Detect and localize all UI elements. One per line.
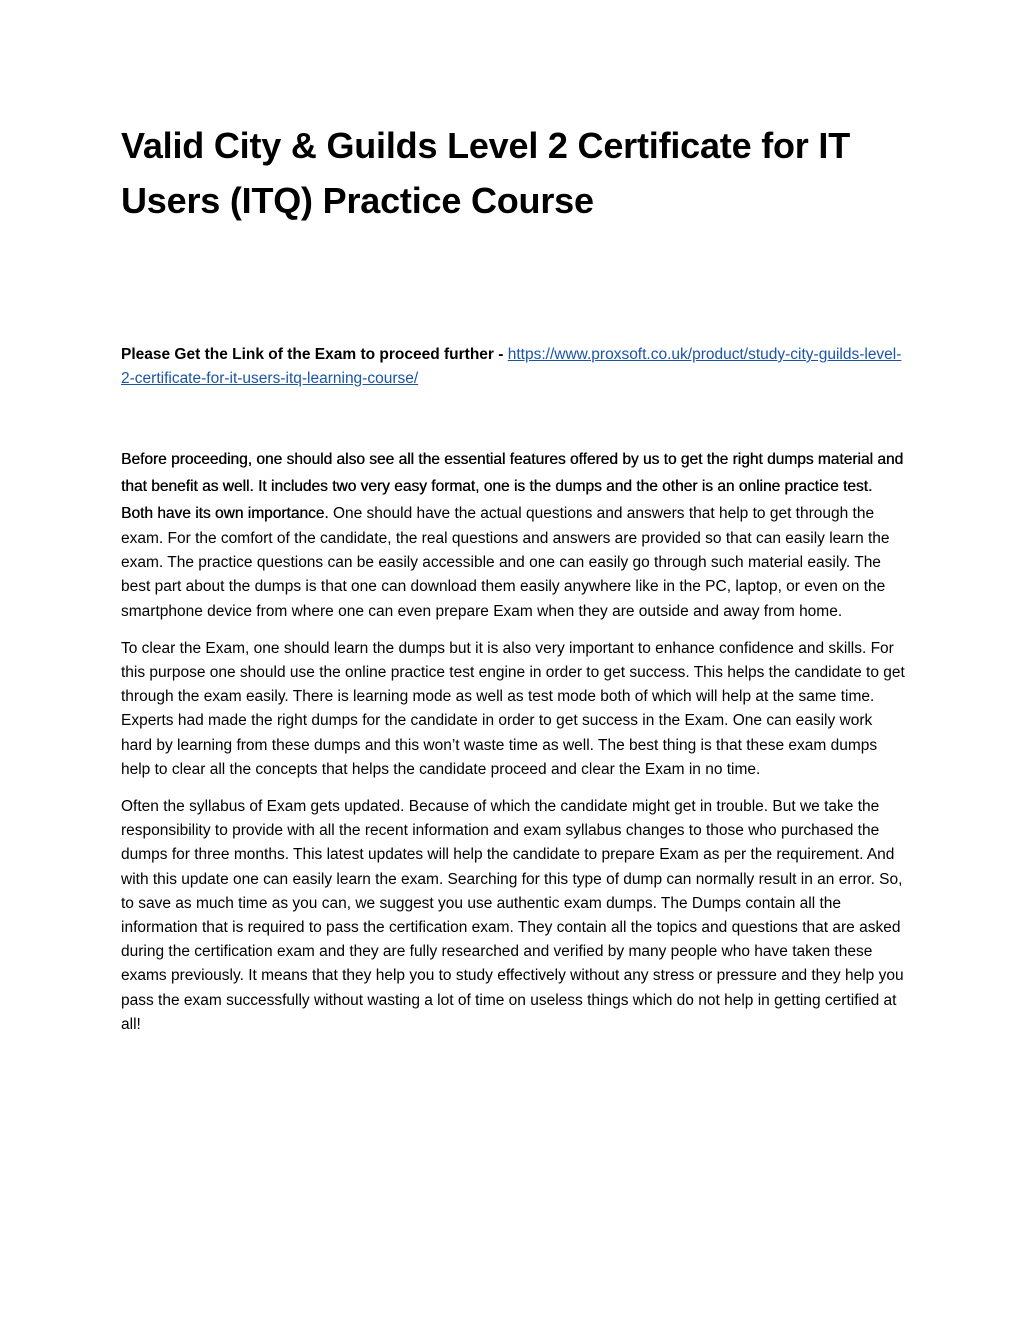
paragraph-3: Often the syllabus of Exam gets updated. Because of which the candidate might get in trouble. But we take the responsibility to provide with all the recent information and exam syllabus changes to those who purchased the dumps for three months. This latest updates will help the candidate to prepare Exam as per the requirement. And with this update one can easily learn the exam. Searching for this type of dump can normally result in an error. So, to save as much time as you can, we suggest you use authentic exam dumps. The Dumps contain all the information that is required to pass the certification exam. They contain all the topics and questions that are asked during the certification exam and they are fully researched and verified by many people who have taken these exams previously. It means that they help you to study effectively without any stress or pressure and they help you pass the exam successfully without wasting a lot of time on useless things which do not help in getting certified at all! [121, 798, 904, 1033]
paragraph-1-rest: One should have the actual questions and answers that help to get through the exam. For the comfort of the candidate, the real questions and answers are provided so that can easily learn the exam. The practice questions can be easily accessible and one can easily go through such material easily. The best part about the dumps is that one can download them easily anywhere like in the PC, laptop, or even on the smartphone device from where one can even prepare Exam when they are outside and away from home. [121, 505, 890, 620]
document-body [121, 446, 905, 1050]
exam-link-paragraph [121, 343, 905, 391]
page-title: Valid City & Guilds Level 2 Certificate for IT Users (ITQ) Practice Course [121, 125, 850, 221]
features-text: Before proceeding, one should also see all the essential features offered by us to get the right dumps material and that benefit as well. It includes two very easy format, one is the dumps and the other is an online practice test. Both have its own importance. [121, 451, 904, 522]
paragraph-1 [121, 446, 905, 624]
link-lead-text: Please Get the Link of the Exam to proceed further - [121, 346, 508, 363]
paragraph-2: To clear the Exam, one should learn the dumps but it is also very important to enhance confidence and skills. For this purpose one should use the online practice test engine in order to get success. This helps the candidate to get through the exam easily. There is learning mode as well as test mode both of which will help at the same time. Experts had made the right dumps for the candidate in order to get success in the Exam. One can easily work hard by learning from these dumps and this won’t waste time as well. The best thing is that these exam dumps help to clear all the concepts that helps the candidate proceed and clear the Exam in no time. [121, 639, 905, 778]
exam-link[interactable]: https://www.proxsoft.co.uk/product/study-city-guilds-level-2-certificate-for-it-users-itq-learning-course/ [121, 346, 902, 387]
